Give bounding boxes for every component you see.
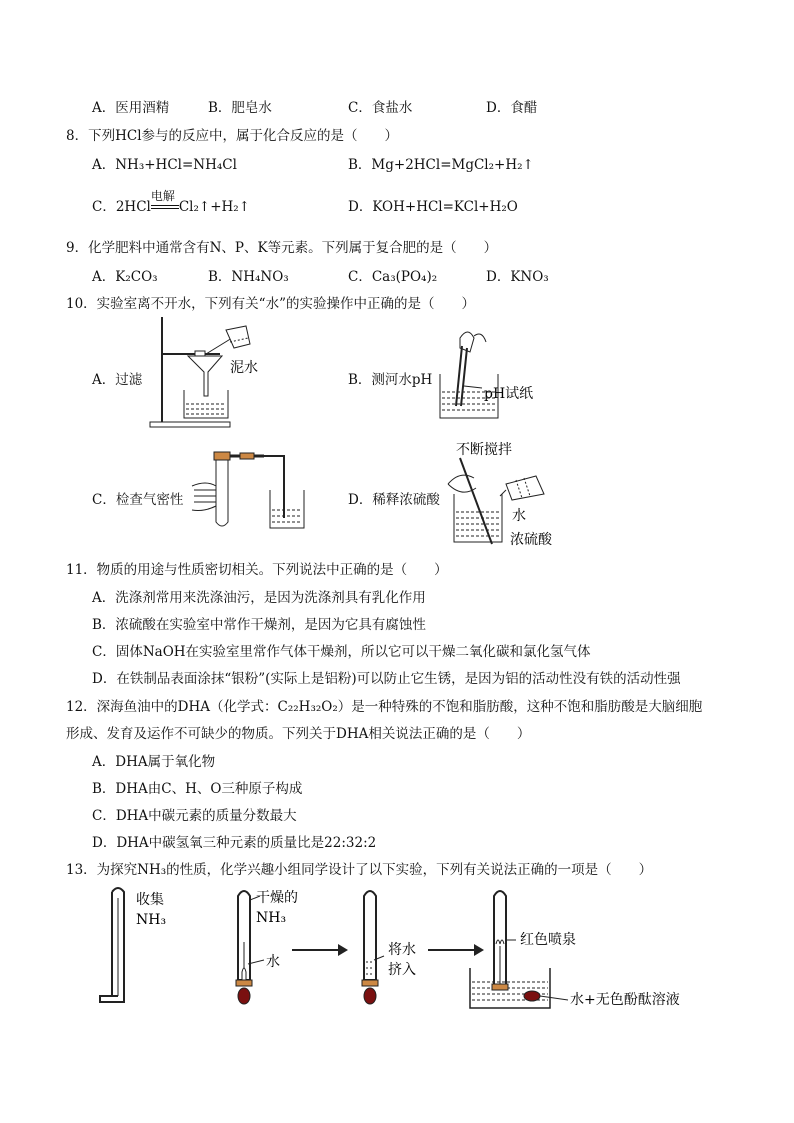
ph-test-diagram [420, 326, 560, 426]
q7-option-c: C．食盐水 [348, 100, 413, 116]
q11-option-b: B．浓硫酸在实验室中常作干燥剂，是因为它具有腐蚀性 [92, 617, 426, 633]
q8-condition-label: 电解 [150, 188, 175, 203]
q10-option-c: C．检查气密性 [92, 492, 184, 508]
q9-option-c: C．Ca₃(PO₄)₂ [348, 269, 438, 285]
q7-option-b: B．肥皂水 [208, 100, 272, 116]
q7-option-d: D．食醋 [486, 100, 538, 116]
filtration-diagram [140, 312, 270, 430]
acid-label: 浓硫酸 [510, 532, 552, 548]
q10-option-b: B．测河水pH [348, 372, 433, 388]
q8-option-c-prefix: C．2HCl [92, 199, 151, 215]
q10-option-d: D．稀释浓硫酸 [348, 492, 440, 508]
ph-paper-label: pH试纸 [484, 386, 534, 402]
q11-option-d: D．在铁制品表面涂抹“银粉”(实际上是铝粉)可以防止它生锈，是因为铝的活动性没有铁的活动性强 [92, 671, 681, 687]
q9-option-d: D．KNO₃ [486, 269, 549, 285]
dry-label-1: 干燥的 [256, 890, 298, 906]
q10-stem: 10．实验室离不开水，下列有关“水”的实验操作中正确的是（ ） [66, 296, 475, 312]
water-label: 水 [512, 508, 526, 524]
q8-stem: 8．下列HCl参与的反应中，属于化合反应的是（ ） [66, 128, 399, 144]
q8-option-a: A．NH₃+HCl=NH₄Cl [92, 157, 237, 173]
q11-option-a: A．洗涤剂常用来洗涤油污，是因为洗涤剂具有乳化作用 [92, 590, 426, 606]
collect-label-1: 收集 [136, 892, 164, 908]
q12-stem-line1: 12．深海鱼油中的DHA（化学式：C₂₂H₃₂O₂）是一种特殊的不饱和脂肪酸，这种不饱和脂肪酸是大脑细胞 [66, 699, 703, 715]
dry-label-2: NH₃ [256, 910, 287, 926]
q12-stem-line2: 形成、发育及运作不可缺少的物质。下列关于DHA相关说法正确的是（ ） [66, 726, 531, 742]
solution-label: 水+无色酚酞溶液 [570, 992, 680, 1008]
airtightness-diagram [176, 450, 326, 542]
q8-electrolysis-condition [150, 188, 179, 215]
q9-stem: 9．化学肥料中通常含有N、P、K等元素。下列属于复合肥的是（ ） [66, 240, 498, 256]
water-drop-label: 水 [266, 954, 280, 970]
stirring-label: 不断搅拌 [456, 442, 512, 458]
fountain-label: 红色喷泉 [520, 932, 576, 948]
squeeze-label-1: 将水 [388, 942, 416, 958]
q7-option-a: A．医用酒精 [92, 100, 170, 116]
q12-option-c: C．DHA中碳元素的质量分数最大 [92, 808, 297, 824]
q12-option-a: A．DHA属于氧化物 [92, 754, 216, 770]
q10-option-a: A．过滤 [92, 372, 143, 388]
q9-option-a: A．K₂CO₃ [92, 269, 158, 285]
q13-stem: 13．为探究NH₃的性质，化学兴趣小组同学设计了以下实验，下列有关说法正确的一项是（ ） [66, 862, 653, 878]
q8-option-d: D．KOH+HCl=KCl+H₂O [348, 199, 518, 215]
ammonia-fountain-diagram [92, 884, 732, 1024]
dilution-diagram [440, 440, 590, 548]
q8-option-c-suffix: Cl₂↑+H₂↑ [178, 199, 251, 215]
q11-stem: 11．物质的用途与性质密切相关。下列说法中正确的是（ ） [66, 562, 448, 578]
q9-option-b: B．NH₄NO₃ [208, 269, 289, 285]
q11-option-c: C．固体NaOH在实验室里常作气体干燥剂，所以它可以干燥二氧化碳和氯化氢气体 [92, 644, 591, 660]
q8-option-c [92, 188, 251, 215]
q12-option-b: B．DHA由C、H、O三种原子构成 [92, 781, 303, 797]
q8-option-b: B．Mg+2HCl=MgCl₂+H₂↑ [348, 157, 534, 173]
q12-option-d: D．DHA中碳氢氧三种元素的质量比是22:32:2 [92, 835, 377, 851]
filtration-label: 泥水 [230, 360, 258, 376]
squeeze-label-2: 挤入 [388, 962, 416, 978]
collect-label-2: NH₃ [136, 912, 167, 928]
